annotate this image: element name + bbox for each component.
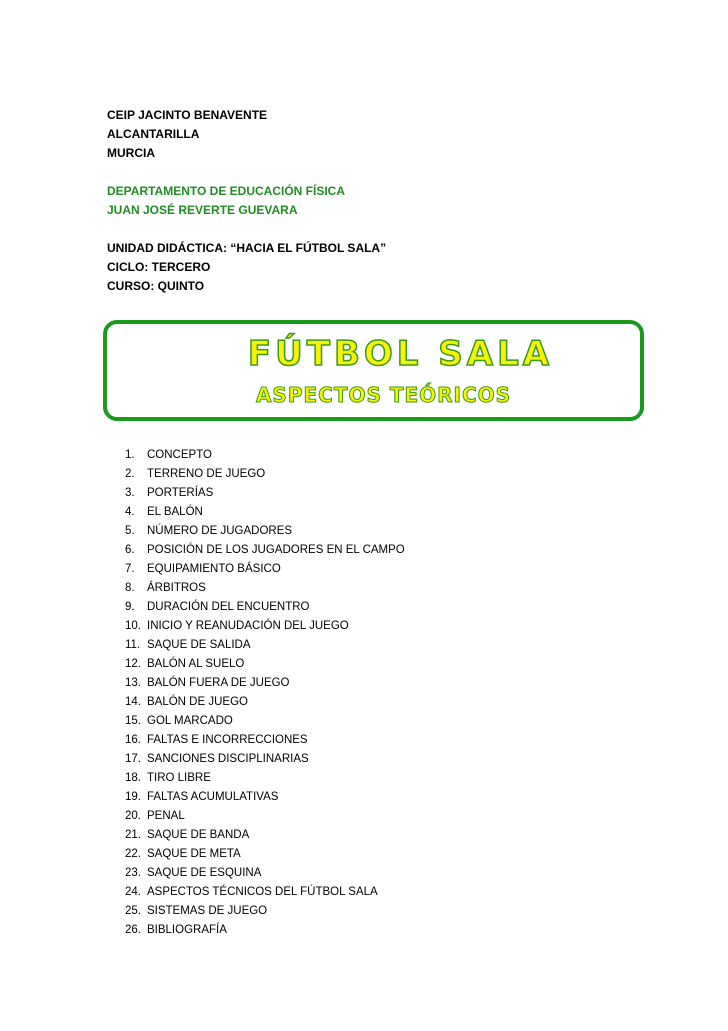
list-item-number-text: 21. bbox=[125, 829, 141, 841]
list-item bbox=[118, 503, 405, 522]
list-item-number-text: 20. bbox=[125, 810, 141, 822]
list-item-label: FALTAS ACUMULATIVAS bbox=[147, 791, 279, 803]
list-item-number bbox=[118, 788, 147, 807]
list-item-number bbox=[118, 655, 147, 674]
list-item-label: SAQUE DE META bbox=[147, 848, 241, 860]
list-item-label: BALÓN AL SUELO bbox=[147, 658, 245, 670]
list-item bbox=[118, 921, 405, 940]
list-item bbox=[118, 655, 405, 674]
list-item bbox=[118, 693, 405, 712]
list-item bbox=[118, 807, 405, 826]
list-item-number bbox=[118, 883, 147, 902]
list-item-number bbox=[118, 921, 147, 940]
list-item-label: SISTEMAS DE JUEGO bbox=[147, 905, 268, 917]
list-item-label: SANCIONES DISCIPLINARIAS bbox=[147, 753, 309, 765]
list-item-label: GOL MARCADO bbox=[147, 715, 233, 727]
banner-title: FÚTBOL SALA bbox=[247, 334, 554, 374]
list-item-number bbox=[118, 503, 147, 522]
list-item-label: BALÓN FUERA DE JUEGO bbox=[147, 677, 290, 689]
list-item-number bbox=[118, 693, 147, 712]
list-item-number-text: 7. bbox=[125, 563, 135, 575]
list-item bbox=[118, 864, 405, 883]
list-item bbox=[118, 522, 405, 541]
list-item-label: SAQUE DE ESQUINA bbox=[147, 867, 262, 879]
list-item-label: ASPECTOS TÉCNICOS DEL FÚTBOL SALA bbox=[147, 886, 378, 898]
list-item-label: ÁRBITROS bbox=[147, 582, 206, 594]
list-item bbox=[118, 731, 405, 750]
list-item-number bbox=[118, 541, 147, 560]
list-item-number bbox=[118, 446, 147, 465]
list-item-number-text: 3. bbox=[125, 487, 135, 499]
list-item-number-text: 22. bbox=[125, 848, 141, 860]
list-item bbox=[118, 750, 405, 769]
list-item bbox=[118, 484, 405, 503]
department-name: DEPARTAMENTO DE EDUCACIÓN FÍSICA bbox=[107, 184, 346, 198]
list-item-label: PORTERÍAS bbox=[147, 487, 214, 499]
cycle-label: CICLO: TERCERO bbox=[107, 260, 211, 274]
list-item-number bbox=[118, 522, 147, 541]
list-item-number bbox=[118, 750, 147, 769]
list-item-number-text: 9. bbox=[125, 601, 135, 613]
list-item bbox=[118, 617, 405, 636]
teacher-name: JUAN JOSÉ REVERTE GUEVARA bbox=[107, 203, 298, 217]
list-item-number-text: 14. bbox=[125, 696, 141, 708]
list-item-label: EQUIPAMIENTO BÁSICO bbox=[147, 563, 281, 575]
list-item-number-text: 24. bbox=[125, 886, 141, 898]
list-item-number-text: 1. bbox=[125, 449, 135, 461]
list-item-label: CONCEPTO bbox=[147, 449, 212, 461]
list-item-number bbox=[118, 731, 147, 750]
list-item bbox=[118, 636, 405, 655]
list-item-label: DURACIÓN DEL ENCUENTRO bbox=[147, 601, 310, 613]
list-item-number-text: 16. bbox=[125, 734, 141, 746]
list-item-number-text: 17. bbox=[125, 753, 141, 765]
table-of-contents bbox=[118, 446, 405, 940]
list-item bbox=[118, 788, 405, 807]
list-item-number-text: 4. bbox=[125, 506, 135, 518]
list-item-number bbox=[118, 579, 147, 598]
list-item bbox=[118, 845, 405, 864]
list-item bbox=[118, 712, 405, 731]
list-item-number bbox=[118, 484, 147, 503]
list-item-number bbox=[118, 845, 147, 864]
list-item-label: SAQUE DE BANDA bbox=[147, 829, 250, 841]
region-name: MURCIA bbox=[107, 146, 155, 160]
list-item-number bbox=[118, 674, 147, 693]
list-item-number bbox=[118, 636, 147, 655]
list-item-number-text: 19. bbox=[125, 791, 141, 803]
list-item-number bbox=[118, 598, 147, 617]
list-item bbox=[118, 446, 405, 465]
list-item-label: TERRENO DE JUEGO bbox=[147, 468, 266, 480]
town-name: ALCANTARILLA bbox=[107, 127, 200, 141]
list-item-number-text: 12. bbox=[125, 658, 141, 670]
banner-subtitle: ASPECTOS TEÓRICOS bbox=[255, 383, 512, 407]
unit-title: UNIDAD DIDÁCTICA: “HACIA EL FÚTBOL SALA” bbox=[107, 241, 387, 255]
list-item-number bbox=[118, 712, 147, 731]
list-item-number-text: 23. bbox=[125, 867, 141, 879]
list-item-number-text: 11. bbox=[125, 639, 141, 651]
list-item-label: BIBLIOGRAFÍA bbox=[147, 924, 227, 936]
list-item-number-text: 5. bbox=[125, 525, 135, 537]
list-item-number-text: 10. bbox=[125, 620, 141, 632]
list-item-label: EL BALÓN bbox=[147, 506, 203, 518]
list-item bbox=[118, 902, 405, 921]
list-item-label: POSICIÓN DE LOS JUGADORES EN EL CAMPO bbox=[147, 544, 405, 556]
list-item bbox=[118, 826, 405, 845]
list-item bbox=[118, 465, 405, 484]
list-item-number bbox=[118, 465, 147, 484]
list-item-number-text: 18. bbox=[125, 772, 141, 784]
list-item-number bbox=[118, 864, 147, 883]
list-item bbox=[118, 560, 405, 579]
title-banner bbox=[103, 320, 644, 421]
list-item-label: NÚMERO DE JUGADORES bbox=[147, 525, 293, 537]
list-item-number bbox=[118, 826, 147, 845]
list-item-label: PENAL bbox=[147, 810, 185, 822]
school-name: CEIP JACINTO BENAVENTE bbox=[107, 108, 268, 122]
list-item-number-text: 26. bbox=[125, 924, 141, 936]
list-item-number bbox=[118, 560, 147, 579]
list-item-number-text: 25. bbox=[125, 905, 141, 917]
list-item-label: INICIO Y REANUDACIÓN DEL JUEGO bbox=[147, 620, 349, 632]
list-item-label: FALTAS E INCORRECCIONES bbox=[147, 734, 308, 746]
list-item-number bbox=[118, 769, 147, 788]
list-item-number-text: 2. bbox=[125, 468, 135, 480]
list-item-number-text: 6. bbox=[125, 544, 135, 556]
list-item-number bbox=[118, 902, 147, 921]
list-item bbox=[118, 674, 405, 693]
list-item-label: TIRO LIBRE bbox=[147, 772, 211, 784]
list-item bbox=[118, 769, 405, 788]
course-label: CURSO: QUINTO bbox=[107, 279, 205, 293]
list-item-number bbox=[118, 807, 147, 826]
list-item bbox=[118, 598, 405, 617]
list-item-label: SAQUE DE SALIDA bbox=[147, 639, 251, 651]
list-item-number-text: 13. bbox=[125, 677, 141, 689]
list-item bbox=[118, 579, 405, 598]
list-item-label: BALÓN DE JUEGO bbox=[147, 696, 248, 708]
list-item bbox=[118, 541, 405, 560]
list-item-number-text: 15. bbox=[125, 715, 141, 727]
list-item-number bbox=[118, 617, 147, 636]
list-item-number-text: 8. bbox=[125, 582, 135, 594]
list-item bbox=[118, 883, 405, 902]
